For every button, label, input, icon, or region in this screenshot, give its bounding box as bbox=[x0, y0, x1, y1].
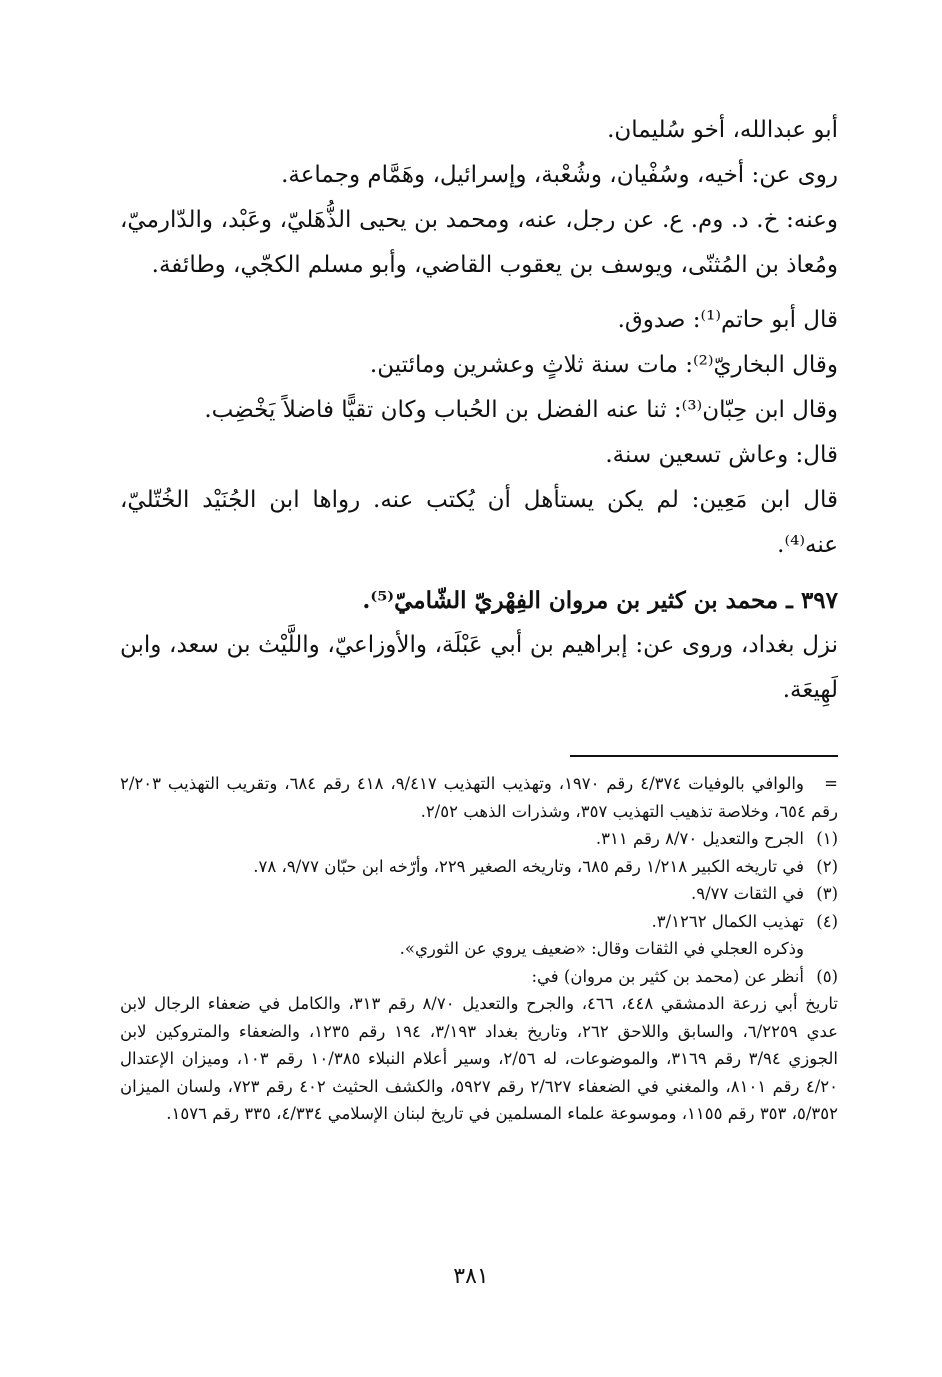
footnote-1 bbox=[120, 825, 838, 853]
continuation-marker: = bbox=[824, 774, 838, 793]
footnote-number: (١) bbox=[816, 829, 838, 848]
footnote-text: الجرح والتعديل ٨/٧٠ رقم ٣١١. bbox=[595, 829, 804, 848]
footnote-text: والوافي بالوفيات ٤/٣٧٤ رقم ١٩٧٠، وتهذيب التهذيب ٩/٤١٧، ٤١٨ رقم ٦٨٤، وتقريب التهذيب ٢/٢٠٣ رقم ٦٥٤، وخلاصة تذهيب التهذيب ٣٥٧، وشذرات الذهب ٢/٥٢. bbox=[120, 774, 838, 821]
footnote-continuation bbox=[120, 770, 838, 825]
footnote-text: في تاريخه الكبير ١/٢١٨ رقم ٦٨٥، وتاريخه الصغير ٢٢٩، وأرّخه ابن حبّان ٩/٧٧، ٧٨. bbox=[253, 856, 804, 876]
text-line: نزل بغداد، وروى عن: إبراهيم بن أبي عَبْلَة، والأوزاعيّ، واللَّيْث بن سعد، وابن لَهِيعَة. bbox=[120, 632, 838, 703]
footnotes bbox=[120, 770, 838, 1128]
text-line: وعنه: خ. د. وم. ع. عن رجل، عنه، ومحمد بن يحيى الذُّهَليّ، وعَبْد، والدّارميّ، ومُعاذ بن المُثنّى، ويوسف بن يعقوب القاضي، وأبو مسلم الكجّي، وطائفة. bbox=[120, 207, 838, 278]
footnote-text: أنظر عن (محمد بن كثير بن مروان) في: bbox=[531, 966, 804, 986]
footnote-4-extra: وذكره العجلي في الثقات وقال: «ضعيف يروي عن الثوري». bbox=[399, 939, 804, 958]
text-line: قال أبو حاتم⁽¹⁾: صدوق. bbox=[617, 307, 838, 333]
footnote-text: في الثقات ٩/٧٧. bbox=[690, 884, 804, 903]
footnote-5-list: تاريخ أبي زرعة الدمشقي ٤٤٨، ٤٦٦، والجرح والتعديل ٨/٧٠ رقم ٣١٣، والكامل في ضعفاء الرجال لابن عدي ٦/٢٢٥٩، والسابق واللاحق ٢٦٢، وتاريخ بغداد ٣/١٩٣، ١٩٤ رقم ١٢٣٥، والضعفاء والمتروكين لابن الجوزي ٣/٩٤ رقم ٣١٦٩، والموضوعات، له ٢/٥٦، وسير أعلام النبلاء ١٠/٣٨٥ رقم ١٠٣، وميزان الإعتدال ٤/٢٠ رقم ٨١٠١، والمغني في الضعفاء ٢/٦٢٧ رقم ٥٩٢٧، والكشف الحثيث ٤٠٢ رقم ٧٢٣، ولسان الميزان ٥/٣٥٢، ٣٥٣ رقم ١١٥٥، وموسوعة علماء المسلمين في تاريخ لبنان الإسلامي ٤/٣٣٤، ٣٣٥ رقم ١٥٧٦. bbox=[120, 994, 839, 1123]
footnote-number: (٤) bbox=[816, 911, 838, 931]
text-line: وقال ابن حِبّان⁽³⁾: ثنا عنه الفضل بن الحُباب وكان تقيًّا فاضلاً يَخْضِب. bbox=[204, 397, 838, 423]
main-text bbox=[120, 108, 838, 713]
text-line: روى عن: أخيه، وسُفْيان، وشُعْبة، وإسرائيل، وهَمَّام وجماعة. bbox=[281, 162, 838, 188]
footnote-number: (٢) bbox=[816, 856, 838, 876]
footnote-text: تهذيب الكمال ٣/١٢٦٢. bbox=[651, 911, 804, 931]
text-line: قال: وعاش تسعين سنة. bbox=[605, 442, 838, 468]
footnote-number: (٥) bbox=[816, 966, 838, 986]
text-line: وقال البخاريّ⁽²⁾: مات سنة ثلاثٍ وعشرين ومائتين. bbox=[369, 352, 838, 378]
text-line: قال ابن مَعِين: لم يكن يستأهل أن يُكتب عنه. رواها ابن الجُنَيْد الخُتّليّ، عنه⁽⁴⁾. bbox=[120, 487, 838, 558]
page-number: ٣٨١ bbox=[453, 1264, 489, 1289]
footnote-4 bbox=[120, 908, 838, 936]
footnote-5 bbox=[120, 963, 838, 991]
footnote-3 bbox=[120, 880, 838, 908]
entry-heading: ٣٩٧ ـ محمد بن كثير بن مروان الفِهْريّ الشّاميّ⁽⁵⁾. bbox=[362, 587, 838, 614]
footnote-separator bbox=[570, 755, 838, 757]
footnote-number: (٣) bbox=[816, 884, 838, 903]
text-line: أبو عبدالله، أخو سُليمان. bbox=[607, 117, 838, 143]
footnote-2 bbox=[120, 853, 838, 881]
